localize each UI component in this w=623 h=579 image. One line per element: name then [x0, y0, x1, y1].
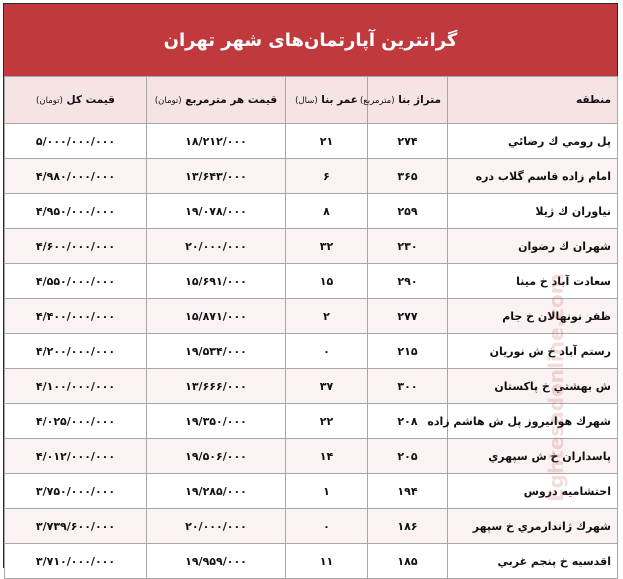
cell-area: ۲۱۵	[368, 334, 448, 369]
cell-area: ۱۸۶	[368, 509, 448, 544]
cell-area: ۲۰۵	[368, 439, 448, 474]
cell-total-price: ۳/۷۵۰/۰۰۰/۰۰۰	[5, 474, 147, 509]
cell-area: ۳۶۵	[368, 159, 448, 194]
cell-price-per-meter: ۱۵/۸۷۱/۰۰۰	[147, 299, 286, 334]
cell-region: احتشاميه دروس	[448, 474, 618, 509]
table-row	[5, 509, 618, 544]
cell-price-per-meter: ۱۹/۳۵۰/۰۰۰	[147, 404, 286, 439]
cell-total-price: ۴/۵۵۰/۰۰۰/۰۰۰	[5, 264, 147, 299]
cell-region: رستم آباد خ ش نوريان	[448, 334, 618, 369]
table-row	[5, 299, 618, 334]
cell-age: ۳۲	[286, 229, 368, 264]
cell-region: سعادت آباد خ مينا	[448, 264, 618, 299]
cell-age: ۲	[286, 299, 368, 334]
cell-total-price: ۴/۹۵۰/۰۰۰/۰۰۰	[5, 194, 147, 229]
cell-age: ۲۱	[286, 124, 368, 159]
cell-total-price: ۴/۹۸۰/۰۰۰/۰۰۰	[5, 159, 147, 194]
cell-region: پاسداران خ ش سپهري	[448, 439, 618, 474]
cell-area: ۲۷۷	[368, 299, 448, 334]
cell-region: پل رومي ك رضائي	[448, 124, 618, 159]
cell-price-per-meter: ۱۸/۲۱۲/۰۰۰	[147, 124, 286, 159]
cell-price-per-meter: ۱۹/۲۸۵/۰۰۰	[147, 474, 286, 509]
cell-age: ۰	[286, 509, 368, 544]
table-row	[5, 439, 618, 474]
cell-price-per-meter: ۱۵/۶۹۱/۰۰۰	[147, 264, 286, 299]
cell-area: ۱۸۵	[368, 544, 448, 579]
cell-age: ۱۱	[286, 544, 368, 579]
cell-price-per-meter: ۲۰/۰۰۰/۰۰۰	[147, 509, 286, 544]
cell-region: شهران ك رضوان	[448, 229, 618, 264]
page-title: گرانترین آپارتمان‌های شهر تهران	[4, 4, 617, 76]
cell-age: ۲۲	[286, 404, 368, 439]
cell-total-price: ۴/۰۲۵/۰۰۰/۰۰۰	[5, 404, 147, 439]
table-row	[5, 229, 618, 264]
cell-total-price: ۴/۶۰۰/۰۰۰/۰۰۰	[5, 229, 147, 264]
table-row	[5, 474, 618, 509]
header-area: متراژ بنا (مترمربع)	[368, 77, 448, 124]
cell-region: ظفر نونهالان خ جام	[448, 299, 618, 334]
table-row	[5, 544, 618, 579]
table-row	[5, 369, 618, 404]
cell-age: ۰	[286, 334, 368, 369]
cell-total-price: ۴/۰۱۲/۰۰۰/۰۰۰	[5, 439, 147, 474]
cell-region: شهرك هوانيروز پل ش هاشم زاده	[448, 404, 618, 439]
cell-region: ش بهشتي خ پاكستان	[448, 369, 618, 404]
apartment-price-table	[4, 76, 618, 579]
cell-price-per-meter: ۲۰/۰۰۰/۰۰۰	[147, 229, 286, 264]
cell-area: ۲۹۰	[368, 264, 448, 299]
cell-total-price: ۴/۴۰۰/۰۰۰/۰۰۰	[5, 299, 147, 334]
cell-area: ۱۹۴	[368, 474, 448, 509]
cell-region: نياوران ك ژيلا	[448, 194, 618, 229]
cell-age: ۸	[286, 194, 368, 229]
cell-age: ۱۵	[286, 264, 368, 299]
table-row	[5, 159, 618, 194]
header-region: منطقه	[448, 77, 618, 124]
cell-total-price: ۴/۱۰۰/۰۰۰/۰۰۰	[5, 369, 147, 404]
table-row	[5, 334, 618, 369]
cell-total-price: ۵/۰۰۰/۰۰۰/۰۰۰	[5, 124, 147, 159]
cell-area: ۳۰۰	[368, 369, 448, 404]
cell-total-price: ۴/۲۰۰/۰۰۰/۰۰۰	[5, 334, 147, 369]
cell-age: ۳۷	[286, 369, 368, 404]
header-total-price: قیمت کل (تومان)	[5, 77, 147, 124]
cell-age: ۱	[286, 474, 368, 509]
table-row	[5, 404, 618, 439]
cell-price-per-meter: ۱۹/۵۳۴/۰۰۰	[147, 334, 286, 369]
cell-area: ۲۵۹	[368, 194, 448, 229]
cell-age: ۶	[286, 159, 368, 194]
cell-area: ۲۰۸	[368, 404, 448, 439]
cell-price-per-meter: ۱۳/۶۴۳/۰۰۰	[147, 159, 286, 194]
cell-price-per-meter: ۱۹/۵۰۶/۰۰۰	[147, 439, 286, 474]
table-row	[5, 194, 618, 229]
cell-price-per-meter: ۱۹/۹۵۹/۰۰۰	[147, 544, 286, 579]
cell-region: اقدسيه خ پنجم غربي	[448, 544, 618, 579]
cell-total-price: ۳/۷۱۰/۰۰۰/۰۰۰	[5, 544, 147, 579]
cell-total-price: ۳/۷۳۹/۶۰۰/۰۰۰	[5, 509, 147, 544]
header-age: عمر بنا (سال)	[286, 77, 368, 124]
cell-region: امام زاده قاسم گلاب دره	[448, 159, 618, 194]
table-header-row	[5, 77, 618, 124]
table-row	[5, 124, 618, 159]
cell-price-per-meter: ۱۹/۰۷۸/۰۰۰	[147, 194, 286, 229]
cell-area: ۲۷۴	[368, 124, 448, 159]
header-price-per-meter: قیمت هر مترمربع (تومان)	[147, 77, 286, 124]
table-row	[5, 264, 618, 299]
cell-region: شهرك ژاندارمري خ سپهر	[448, 509, 618, 544]
cell-price-per-meter: ۱۳/۶۶۶/۰۰۰	[147, 369, 286, 404]
cell-area: ۲۳۰	[368, 229, 448, 264]
cell-age: ۱۴	[286, 439, 368, 474]
table-card	[3, 3, 618, 568]
